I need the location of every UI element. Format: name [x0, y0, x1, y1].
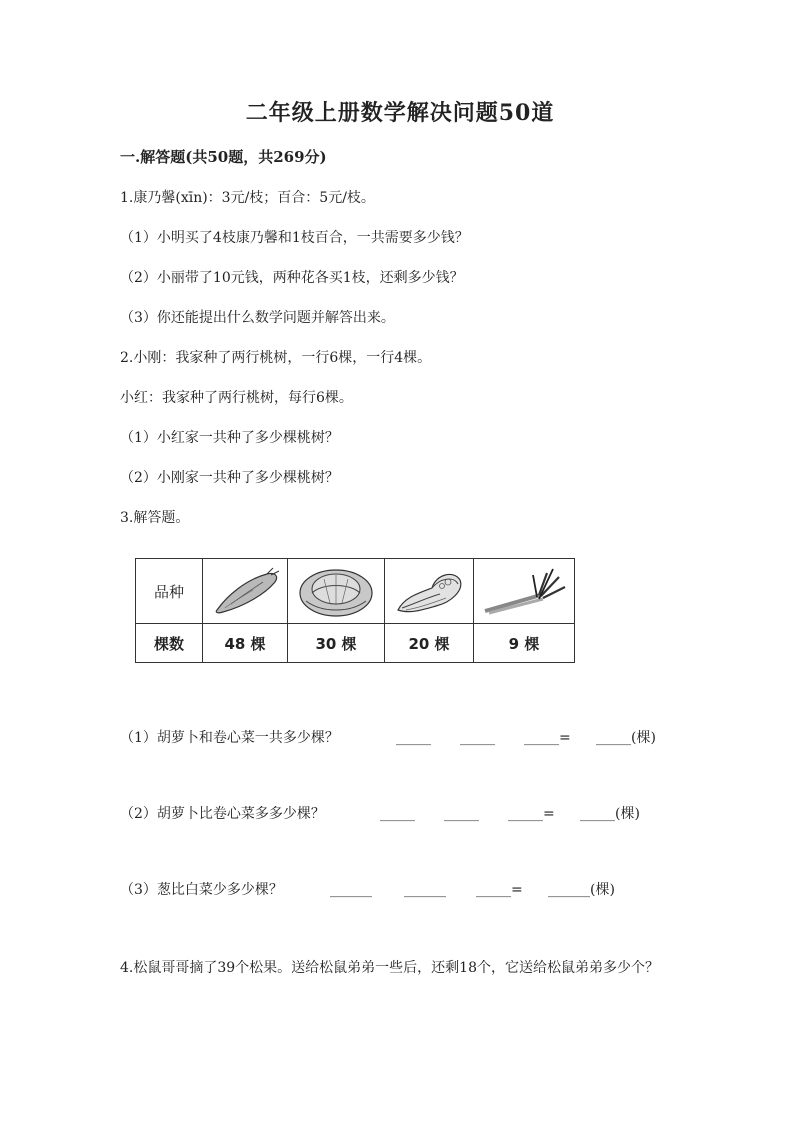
- chinese-cabbage-icon: [392, 564, 466, 618]
- q3-part-1-prompt: （1）胡萝卜和卷心菜一共多少棵？: [120, 730, 339, 746]
- answer-blank[interactable]: ______(棵): [548, 882, 615, 898]
- scallion-icon: [481, 565, 567, 617]
- table-cell-image: [474, 559, 575, 624]
- answer-blank[interactable]: _____=: [524, 730, 571, 746]
- q1-stem: 1.康乃馨(xīn)：3元/枝；百合：5元/枝。: [120, 190, 375, 206]
- q2-part-1: （1）小红家一共种了多少棵桃树？: [120, 430, 339, 446]
- carrot-count: 48 棵: [203, 624, 288, 663]
- table-cell-image: [288, 559, 385, 624]
- q2-line-2: 小红：我家种了两行桃树，每行6棵。: [120, 390, 353, 406]
- q3-stem: 3.解答题。: [120, 510, 190, 526]
- table-header-count: 棵数: [136, 624, 203, 663]
- q2-line-1: 2.小刚：我家种了两行桃树，一行6棵，一行4棵。: [120, 350, 432, 366]
- answer-blank[interactable]: _____: [396, 730, 431, 746]
- answer-blank[interactable]: _____: [460, 730, 495, 746]
- table-header-variety: 品种: [136, 559, 203, 624]
- answer-blank[interactable]: _____: [380, 806, 415, 822]
- section-heading: 一.解答题(共50题，共269分): [120, 148, 327, 166]
- answer-blank[interactable]: _____: [444, 806, 479, 822]
- answer-blank[interactable]: _____=: [476, 882, 523, 898]
- answer-blank[interactable]: _____(棵): [596, 730, 656, 746]
- q1-part-2: （2）小丽带了10元钱，两种花各买1枝，还剩多少钱？: [120, 270, 464, 286]
- answer-blank[interactable]: _____=: [508, 806, 555, 822]
- scallion-count: 9 棵: [474, 624, 575, 663]
- q2-part-2: （2）小刚家一共种了多少棵桃树？: [120, 470, 339, 486]
- cabbage-icon: [296, 563, 376, 619]
- q4-text: 4.松鼠哥哥摘了39个松果。送给松鼠弟弟一些后，还剩18个，它送给松鼠弟弟多少个？: [120, 960, 659, 976]
- chinese-cabbage-count: 20 棵: [385, 624, 474, 663]
- table-row: [136, 624, 575, 663]
- answer-blank[interactable]: ______: [404, 882, 446, 898]
- page-title: 二年级上册数学解决问题50道: [245, 100, 555, 126]
- q3-part-3-prompt: （3）葱比白菜少多少棵？: [120, 882, 283, 898]
- vegetable-table: [135, 558, 575, 663]
- q3-part-2-prompt: （2）胡萝卜比卷心菜多多少棵？: [120, 806, 325, 822]
- table-cell-image: [203, 559, 288, 624]
- cabbage-count: 30 棵: [288, 624, 385, 663]
- q1-part-3: （3）你还能提出什么数学问题并解答出来。: [120, 310, 395, 326]
- table-row: [136, 559, 575, 624]
- table-cell-image: [385, 559, 474, 624]
- carrot-icon: [209, 566, 281, 616]
- answer-blank[interactable]: ______: [330, 882, 372, 898]
- q1-part-1: （1）小明买了4枝康乃馨和1枝百合，一共需要多少钱？: [120, 230, 469, 246]
- answer-blank[interactable]: _____(棵): [580, 806, 640, 822]
